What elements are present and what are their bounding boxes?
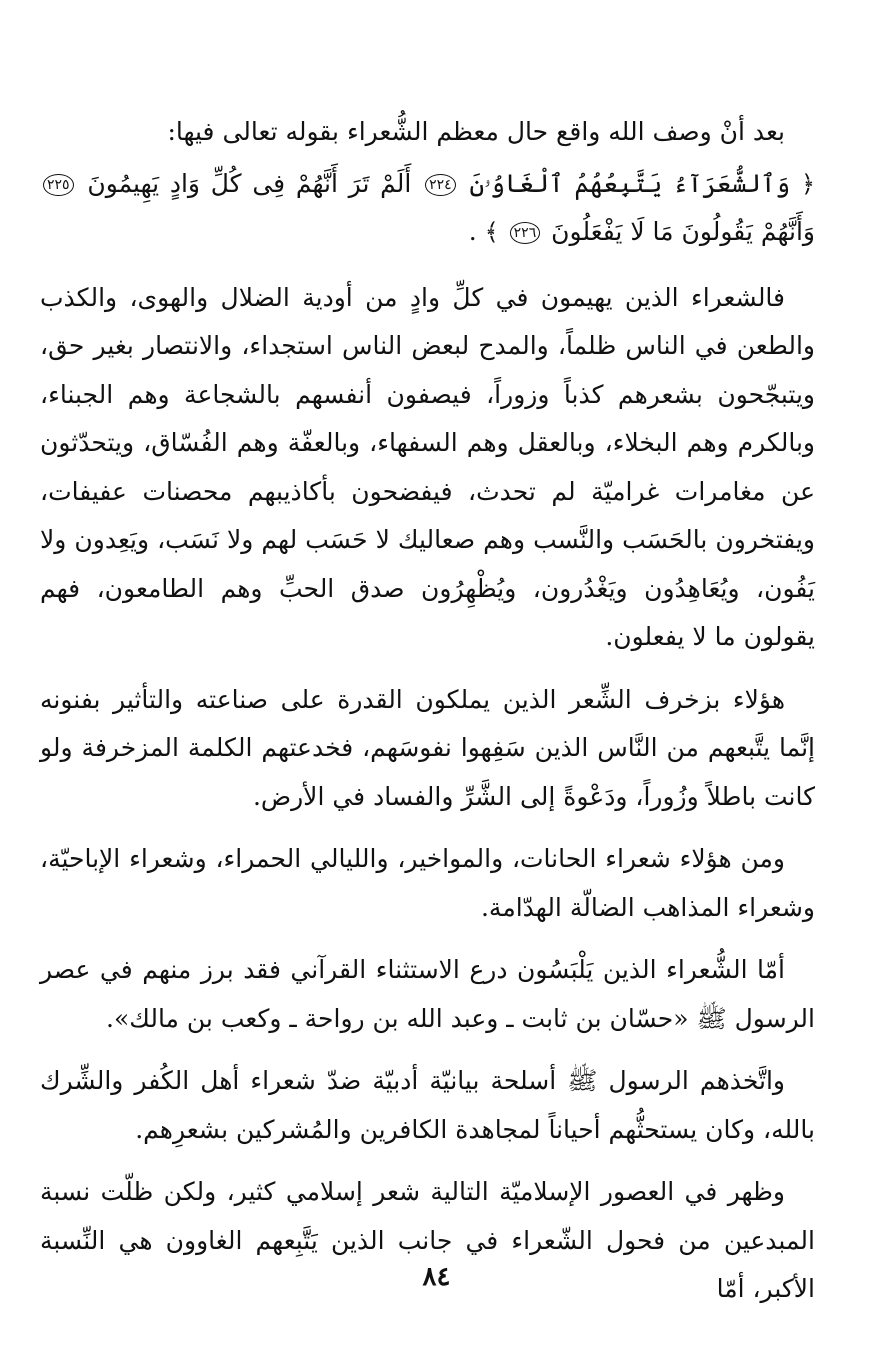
verse-close-bracket: ﴾ [484, 217, 499, 246]
verse-part-1: وَٱلشُّعَرَآءُ يَتَّبِعُهُمُ ٱلْغَاوُۥنَ [469, 168, 791, 198]
paragraph: وظهر في العصور الإسلاميّة التالية شعر إسلامي كثير، ولكن ظلّت نسبة المبدعين من فحول الشّعراء في جانب الذين يَتَّبِعهم الغاوون هي النِّسبة الأكبر، أمّا [40, 1177, 815, 1303]
ayah-number-marker: ٢٢٥ [43, 174, 74, 196]
paragraph: هؤلاء بزخرف الشِّعر الذين يملكون القدرة على صناعته والتأثير بفنونه إنَّما يتَّبعهم من النَّاس الذين سَفِهوا نفوسَهم، فخدعتهم الكلمة المزخرفة ولو كانت باطلاً وزُوراً، ودَعْوةً إلى الشَّرِّ والفساد في الأرض. [40, 684, 815, 811]
verse-part-2: أَلَمْ تَرَ أَنَّهُمْ فِى كُلِّ وَادٍ يَهِيمُونَ [87, 168, 412, 198]
quran-verse [40, 160, 815, 256]
verse-open-bracket: ﴿ [800, 169, 816, 198]
page-number: ٨٤ [422, 1262, 451, 1292]
verse-end-mark: . [468, 216, 477, 246]
ayah-number-marker: ٢٢٦ [510, 222, 541, 244]
verse-part-3: وَأَنَّهُمْ يَقُولُونَ مَا لَا يَفْعَلُونَ [551, 216, 815, 246]
page-body [40, 108, 815, 1329]
paragraph: أمّا الشُّعراء الذين يَلْبَسُون درع الاستثناء القرآني فقد برز منهم في عصر الرسول ﷺ «حسّان بن ثابت ـ وعبد الله بن رواحة ـ وكعب بن مالك». [40, 955, 815, 1033]
intro-line: بعد أنْ وصف الله واقع حال معظم الشُّعراء بقوله تعالى فيها: [167, 117, 785, 146]
paragraph: واتَّخذهم الرسول ﷺ أسلحة بيانيّة أدبيّة ضدّ شعراء أهل الكُفر والشِّرك بالله، وكان يستحثُّهم أحياناً لمجاهدة الكافرين والمُشركين بشعرِهم. [40, 1066, 815, 1144]
paragraph: ومن هؤلاء شعراء الحانات، والمواخير، والليالي الحمراء، وشعراء الإباحيّة، وشعراء المذاهب الضالّة الهدّامة. [40, 844, 815, 922]
paragraph: فالشعراء الذين يهيمون في كلِّ وادٍ من أودية الضلال والهوى، والكذب والطعن في الناس ظلماً، والمدح لبعض الناس استجداء، والانتصار بغير حق، ويتبجّحون بشعرهم كذباً وزوراً، فيصفون أنفسهم بالشجاعة وهم الجبناء، وبالكرم وهم البخلاء، وبالعقل وهم السفهاء، وبالعفّة وهم الفُسّاق، ويتحدّثون عن مغامرات غراميّة لم تحدث، فيفضحون بأكاذيبهم محصنات عفيفات، ويفتخرون بالحَسَب والنَّسب وهم صعاليك لا حَسَب لهم ولا نَسَب، ويَعِدون ولا يَفُون، ويُعَاهِدُون ويَغْدُرون، ويُظْهِرُون صدق الحبِّ وهم الطامعون، فهم يقولون ما لا يفعلون. [40, 282, 815, 651]
ayah-number-marker: ٢٢٤ [425, 174, 456, 196]
